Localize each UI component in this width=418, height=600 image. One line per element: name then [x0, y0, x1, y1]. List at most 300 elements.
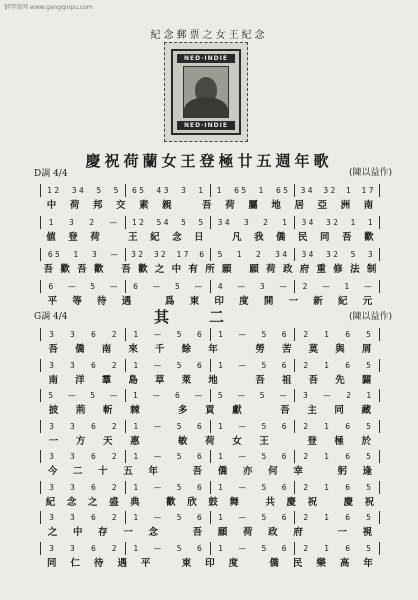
note: 2	[303, 421, 309, 431]
note: 2	[255, 250, 261, 259]
lyric-char: 仁	[70, 557, 80, 569]
lyric-char: 何	[268, 466, 278, 477]
note: 4 3	[156, 186, 169, 195]
notation-row	[40, 359, 380, 372]
measure	[126, 450, 211, 463]
lyric-char: 地	[208, 374, 218, 386]
note: 2	[111, 360, 117, 370]
lyric-char: 獻	[232, 405, 242, 416]
watermark: 钢琴谱网 www.gangqinpu.com	[4, 4, 93, 11]
lyric-char: 年	[148, 466, 159, 477]
note: 1	[133, 452, 139, 461]
notation-row	[40, 280, 380, 293]
lyric-char: 吾	[280, 405, 290, 416]
note: 1	[218, 421, 224, 431]
note: 6 5	[132, 186, 144, 195]
note: 3 2	[326, 218, 338, 227]
lyric-char: 中	[46, 200, 57, 211]
lyric-char: 等	[72, 296, 82, 307]
lyric-char: 吾	[342, 232, 352, 243]
lyric-char: 亦	[243, 466, 253, 477]
note: 3	[259, 282, 265, 291]
lyric-char: 荷	[225, 200, 235, 211]
lyric-char	[235, 343, 238, 354]
note: 5	[48, 391, 54, 400]
note: 5	[261, 452, 267, 461]
lyric-char: 荷	[90, 232, 100, 243]
measure	[41, 359, 126, 372]
measure	[211, 216, 296, 229]
lyric-char: 東	[181, 557, 192, 569]
measure	[126, 184, 211, 197]
notation-row	[40, 542, 380, 555]
note: 1	[218, 513, 224, 522]
lyric-char: 一	[288, 296, 299, 307]
lyric-char: 於	[361, 435, 372, 447]
lyric-char	[111, 263, 114, 274]
lyric-char: 吾	[77, 264, 87, 275]
note: 5	[259, 391, 265, 400]
note: 3	[49, 482, 54, 492]
measure	[41, 420, 126, 433]
note: 6	[196, 360, 202, 370]
note: 1	[346, 186, 351, 195]
note: —	[194, 282, 203, 291]
note: 6	[345, 543, 350, 553]
note: 6	[133, 282, 138, 291]
lyric-char: 印	[214, 296, 224, 307]
note: —	[153, 513, 162, 522]
lyric-char	[319, 465, 322, 476]
note: 5	[96, 186, 102, 195]
lyric-char: 政	[282, 264, 293, 275]
lyrics-row	[40, 341, 380, 355]
lyric-char: 遇	[121, 296, 132, 307]
measure	[295, 420, 379, 433]
note: 1	[218, 543, 224, 553]
lyric-char: 重	[316, 264, 327, 275]
lyric-char: 慶	[286, 496, 297, 508]
lyrics-row	[40, 463, 380, 477]
note: —	[153, 543, 162, 553]
key-signature-part1: D調 4/4	[34, 169, 68, 179]
note: 3	[49, 421, 54, 431]
lyric-char: 方	[75, 435, 86, 447]
lyric-char: 祖	[281, 374, 292, 386]
lyric-char: 民	[298, 232, 308, 243]
notation-row	[40, 328, 380, 341]
note: 3	[49, 330, 54, 339]
score-system	[40, 542, 380, 573]
measure	[126, 328, 211, 341]
note: 3	[367, 250, 373, 259]
measure	[211, 389, 296, 402]
note: 5	[176, 482, 182, 492]
part2-heading: 其二	[153, 308, 264, 326]
lyric-char: 亞	[317, 200, 328, 211]
note: 3	[181, 186, 186, 195]
lyric-char: 藏	[361, 405, 372, 416]
lyric-char: 願	[217, 527, 228, 538]
note: 5	[261, 543, 267, 553]
lyric-char: 邦	[92, 200, 103, 211]
measure	[126, 280, 211, 293]
note: 1 2	[132, 218, 144, 227]
lyric-char: 之	[154, 264, 165, 275]
lyric-char: 主	[307, 405, 317, 416]
lyric-char: 歡	[364, 232, 374, 243]
note: 5	[176, 513, 182, 522]
lyric-char: 屬	[248, 200, 258, 211]
note: 6	[345, 513, 350, 522]
note: —	[109, 391, 118, 400]
note: 6	[90, 543, 96, 553]
note: 3	[70, 360, 75, 370]
score-part2	[40, 328, 380, 572]
lyric-char: 樂	[316, 557, 326, 569]
lyrics-row	[40, 524, 380, 538]
note: 3	[49, 513, 54, 522]
note: 6	[175, 391, 180, 400]
lyric-char: 開	[263, 296, 274, 307]
lyrics-row	[40, 494, 380, 508]
note: 5	[181, 218, 186, 227]
lyric-char: 日	[194, 232, 204, 243]
note: 6	[345, 360, 350, 370]
stamp-frame	[171, 49, 241, 135]
note: 6	[90, 421, 96, 431]
lyric-char: 惠	[130, 435, 140, 447]
note: 3 4	[301, 250, 314, 259]
lyric-char: 紀	[45, 496, 56, 508]
lyrics-row	[40, 372, 380, 386]
measure	[41, 216, 126, 229]
note: 3	[70, 543, 75, 553]
note: 2	[303, 360, 309, 370]
measure	[295, 542, 379, 555]
lyric-char	[319, 526, 322, 537]
note: 1	[366, 391, 372, 400]
notation-row	[40, 216, 380, 229]
lyric-char: 親	[162, 200, 172, 211]
note: 6	[90, 482, 96, 492]
measure	[211, 359, 296, 372]
note: —	[110, 250, 118, 259]
note: 6	[281, 330, 287, 339]
lyric-char: 共	[265, 496, 275, 508]
commemorative-stamp	[164, 42, 248, 142]
lyric-char: 女	[232, 435, 242, 447]
note: 1	[236, 250, 242, 259]
note: 6 5	[276, 186, 288, 195]
lyric-char	[185, 199, 188, 210]
note: 5	[261, 421, 267, 431]
note: 5	[261, 330, 267, 339]
score-system	[40, 389, 380, 420]
note: 5	[366, 330, 371, 339]
lyric-char: 居	[294, 200, 304, 211]
note: 5 4	[156, 218, 169, 227]
measure	[211, 542, 296, 555]
note: 1	[133, 391, 138, 400]
lyric-char: 念	[172, 232, 182, 243]
note: —	[67, 282, 76, 291]
lyric-char	[286, 434, 289, 445]
note: 5	[261, 513, 267, 522]
score-part1	[40, 184, 380, 312]
measure	[41, 389, 126, 402]
lyric-char	[112, 231, 115, 242]
note: 1	[282, 218, 288, 227]
lyric-char: 典	[130, 496, 140, 508]
note: 2	[303, 513, 309, 522]
note: 2	[111, 513, 117, 522]
note: 3	[70, 452, 75, 461]
note: 5	[366, 543, 371, 553]
note: 5	[350, 250, 356, 259]
lyric-char: 年	[208, 344, 218, 355]
lyric-char: 歡	[166, 496, 176, 508]
key-signature-part2: G調 4/4	[34, 312, 68, 322]
lyric-char: 披	[48, 405, 59, 416]
measure	[211, 328, 296, 341]
lyric-char: 荷	[205, 435, 215, 447]
note: 3	[70, 513, 75, 522]
lyric-char	[259, 404, 262, 415]
note: 1	[133, 513, 139, 522]
note: 5	[366, 421, 371, 431]
note: 1	[133, 330, 139, 339]
note: 5	[175, 282, 180, 291]
measure	[211, 248, 296, 261]
lyric-char: 極	[334, 435, 344, 447]
lyric-char: 交	[116, 200, 126, 211]
note: —	[67, 391, 76, 400]
note: 2	[89, 218, 95, 227]
note: 2	[302, 282, 308, 291]
lyric-char: 來	[128, 344, 138, 355]
measure	[41, 184, 126, 197]
measure	[295, 450, 379, 463]
note: —	[152, 282, 161, 291]
note: 6	[281, 360, 287, 370]
note: 5	[261, 482, 267, 492]
score-system	[40, 216, 380, 248]
notation-row	[40, 389, 380, 402]
lyric-char: 五	[123, 466, 133, 477]
note: 1	[218, 360, 224, 370]
note: 6	[345, 482, 350, 492]
lyric-char	[164, 556, 167, 567]
note: 1	[133, 482, 139, 492]
lyric-char: 有	[188, 264, 198, 275]
note: 5	[366, 452, 371, 461]
lyric-char: 棘	[130, 405, 140, 416]
lyric-char: 歡	[93, 264, 104, 275]
note: 5	[366, 513, 371, 522]
lyric-char: 十	[98, 466, 108, 477]
score-system	[40, 450, 380, 481]
lyric-char: 敏	[178, 435, 188, 447]
score-system	[40, 328, 380, 359]
lyric-char: 吾	[121, 264, 131, 275]
note: 2	[111, 330, 117, 339]
note: 1	[133, 360, 139, 370]
lyric-char: 盛	[109, 496, 119, 508]
lyric-char: 荊	[75, 405, 86, 416]
note: 2	[111, 482, 117, 492]
note: 3	[91, 250, 97, 259]
lyric-char	[146, 295, 149, 306]
lyric-char: 度	[228, 557, 239, 569]
lyric-char: 我	[254, 232, 264, 243]
lyric-char	[252, 556, 255, 567]
note: —	[153, 452, 162, 461]
note: 3	[70, 482, 75, 492]
lyric-char: 素	[139, 200, 149, 211]
lyric-char: 南	[363, 200, 374, 211]
note: 2	[303, 330, 309, 339]
lyric-char: 荷	[266, 264, 276, 275]
lyric-char: 與	[335, 344, 345, 355]
lyric-char: 多	[178, 405, 188, 416]
lyric-char: 勞	[255, 344, 265, 355]
note: 6	[281, 421, 287, 431]
lyric-char: 平	[140, 557, 151, 569]
note: 1	[48, 218, 54, 227]
note: 3	[49, 452, 54, 461]
note: —	[238, 482, 246, 492]
note: 6	[90, 360, 96, 370]
note: 1	[324, 513, 330, 522]
lyric-char: 吾	[48, 344, 59, 355]
note: 3 2	[131, 250, 144, 259]
note: 5	[176, 543, 182, 553]
lyric-char: 幸	[293, 466, 303, 477]
note: —	[364, 282, 372, 291]
note: —	[238, 543, 246, 553]
lyric-char: 屑	[361, 344, 372, 355]
lyric-char: 吾	[308, 374, 319, 386]
lyric-char: 爲	[164, 296, 175, 307]
note: 2	[111, 421, 117, 431]
note: 1	[324, 543, 330, 553]
note: 1	[350, 218, 356, 227]
lyric-char: 躬	[337, 466, 347, 477]
note: 6	[196, 452, 202, 461]
lyric-char: 同	[46, 557, 57, 569]
lyric-char: 僑	[75, 344, 85, 355]
lyric-char: 欣	[187, 496, 197, 508]
measure	[211, 420, 296, 433]
note: 6	[196, 543, 202, 553]
note: 2	[263, 218, 268, 227]
lyric-char: 萊	[181, 374, 192, 386]
lyric-char: 草	[155, 374, 165, 386]
measure	[295, 481, 379, 494]
lyric-char: 吾	[202, 200, 212, 211]
note: 2	[111, 543, 117, 553]
lyric-char: 年	[363, 557, 373, 569]
lyric-char: 僑	[217, 466, 228, 477]
note: 1 2	[47, 186, 60, 195]
lyric-char: 島	[128, 374, 138, 386]
note: 6	[90, 330, 96, 339]
note: 1	[367, 218, 373, 227]
note: 6	[281, 452, 287, 461]
measure	[41, 481, 126, 494]
lyric-char: 南	[48, 374, 59, 386]
lyric-char: 登	[307, 435, 317, 447]
measure	[41, 542, 126, 555]
lyric-char: 修	[333, 264, 343, 275]
note: 3	[49, 360, 54, 370]
note: —	[194, 391, 203, 400]
lyric-char	[329, 495, 332, 506]
measure	[126, 248, 211, 261]
measure	[211, 184, 296, 197]
measure	[126, 481, 211, 494]
stamp-caption: 紀念郵票之女王紀念	[150, 30, 268, 41]
lyric-char: 待	[97, 296, 107, 307]
lyric-char: 府	[299, 264, 310, 275]
note: 6	[281, 513, 287, 522]
lyric-char: 視	[362, 527, 373, 538]
note: 2	[303, 543, 309, 553]
measure	[41, 280, 126, 293]
lyric-char	[239, 263, 242, 274]
note: 3	[70, 330, 75, 339]
measure	[126, 511, 211, 524]
note: —	[279, 282, 287, 291]
note: 6	[199, 250, 205, 259]
measure	[126, 216, 211, 229]
lyric-char	[151, 495, 154, 506]
lyric-char: 紀	[150, 232, 160, 243]
measure	[211, 511, 296, 524]
measure	[295, 511, 379, 524]
note: —	[153, 421, 162, 431]
lyric-char: 祝	[307, 496, 318, 508]
note: 5	[176, 421, 182, 431]
note: 3 4	[275, 250, 288, 259]
lyric-char: 王	[259, 435, 269, 447]
note: 3	[49, 543, 54, 553]
lyrics-row	[40, 229, 380, 243]
score-system	[40, 511, 380, 542]
song-title: 慶祝荷蘭女王登極廿五週年歌	[85, 152, 333, 170]
note: 6	[90, 513, 96, 522]
lyric-char: 凡	[231, 232, 242, 243]
measure	[41, 328, 126, 341]
note: —	[153, 482, 162, 492]
lyric-char: 斬	[102, 405, 113, 416]
measure	[211, 280, 296, 293]
lyric-char	[157, 404, 160, 415]
lyric-char: 紀	[338, 296, 348, 307]
lyric-char: 吾	[192, 466, 203, 477]
note: 5	[198, 218, 204, 227]
lyric-char: 元	[362, 296, 373, 307]
lyric-char	[235, 373, 238, 384]
lyric-char: 同	[320, 232, 330, 243]
notation-row	[40, 450, 380, 463]
note: 5	[217, 250, 223, 259]
lyric-char: 逢	[362, 466, 373, 477]
lyric-char: 一	[337, 527, 347, 538]
measure	[295, 280, 379, 293]
note: 5	[217, 391, 223, 400]
